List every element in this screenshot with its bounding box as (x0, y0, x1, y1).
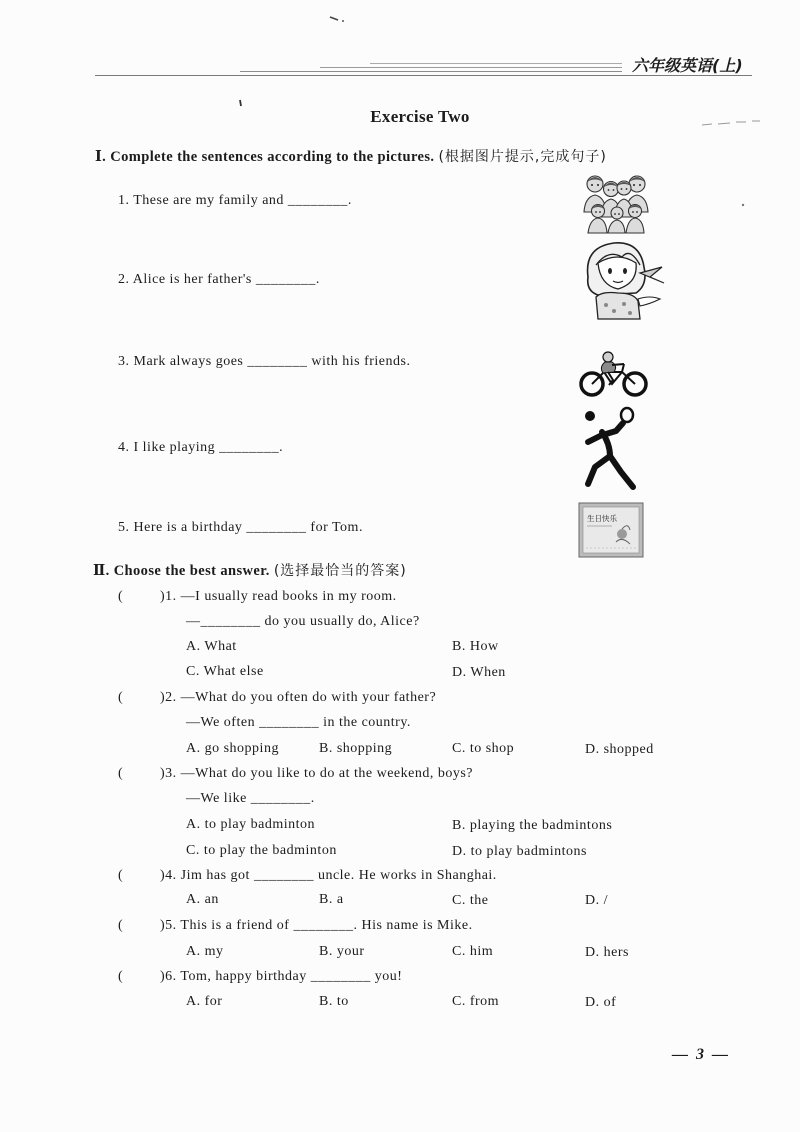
book-title: 六年级英语(上) (632, 56, 743, 75)
answer-bracket: ( (118, 766, 124, 781)
question-number: )3. (160, 766, 177, 781)
section-1-heading (95, 148, 607, 166)
item-number: 5. (118, 520, 130, 535)
question-2 (160, 689, 436, 707)
section-2-heading (93, 562, 407, 580)
question-stem: —What do you like to do at the weekend, boys? (180, 766, 473, 781)
section-numeral: Ⅰ. (95, 149, 107, 165)
option-d: D. hers (585, 945, 629, 960)
question-number: )1. (160, 589, 177, 604)
question-3 (160, 765, 473, 783)
girl-picture-icon (578, 237, 670, 321)
question-reply: —We like ________. (186, 791, 315, 806)
option-b: B. How (452, 639, 499, 654)
question-number: )5. (160, 918, 177, 933)
option-a: A. an (186, 892, 219, 907)
item-number: 2. (118, 272, 130, 287)
option-a: A. What (186, 639, 237, 654)
option-c: C. the (452, 893, 489, 908)
answer-bracket: ( (118, 918, 124, 933)
section-instruction-chinese: (根据图片提示,完成句子) (438, 149, 607, 165)
question-reply: —________ do you usually do, Alice? (186, 614, 420, 629)
question-stem: This is a friend of ________. His name is Mike. (180, 918, 473, 933)
section-instruction-chinese: (选择最恰当的答案) (273, 563, 407, 579)
item-sentence: Alice is her father's ________. (132, 272, 320, 287)
section-instruction: Choose the best answer. (113, 563, 270, 579)
question-stem: Jim has got ________ uncle. He works in Shanghai. (180, 868, 497, 883)
option-a: A. to play badminton (186, 817, 315, 832)
answer-bracket: ( (118, 589, 124, 604)
item-sentence: Mark always goes ________ with his friends. (133, 354, 411, 369)
option-d: D. of (585, 995, 617, 1010)
answer-bracket: ( (118, 690, 124, 705)
question-stem: Tom, happy birthday ________ you! (180, 969, 403, 984)
question-1 (160, 588, 397, 606)
question-stem: —I usually read books in my room. (180, 589, 397, 604)
option-b: B. shopping (319, 741, 393, 756)
option-b: B. playing the badmintons (452, 818, 613, 833)
option-d: D. / (585, 893, 608, 908)
item-number: 4. (118, 440, 130, 455)
page-number: — 3 — (672, 1046, 730, 1063)
item-number: 3. (118, 354, 130, 369)
exercise-item-1 (118, 192, 352, 210)
option-a: A. go shopping (186, 741, 279, 756)
section-instruction: Complete the sentences according to the pictures. (110, 149, 435, 165)
question-number: )6. (160, 969, 177, 984)
question-number: )4. (160, 868, 177, 883)
item-sentence: Here is a birthday ________ for Tom. (133, 520, 363, 535)
badminton-picture-icon (580, 404, 638, 492)
header-rules (0, 0, 800, 90)
exercise-item-5 (118, 519, 363, 537)
exercise-item-2 (118, 271, 320, 289)
option-d: D. shopped (585, 742, 654, 757)
question-6 (160, 968, 402, 986)
option-a: A. my (186, 944, 224, 959)
option-c: C. to shop (452, 741, 515, 756)
answer-bracket: ( (118, 868, 124, 883)
birthday-card-icon (578, 502, 644, 558)
option-c: C. to play the badminton (186, 843, 337, 858)
item-sentence: I like playing ________. (133, 440, 284, 455)
exercise-item-4 (118, 439, 283, 457)
item-number: 1. (118, 193, 130, 208)
item-sentence: These are my family and ________. (133, 193, 352, 208)
question-stem: —What do you often do with your father? (180, 690, 437, 705)
exercise-item-3 (118, 353, 410, 371)
question-5 (160, 917, 473, 935)
option-b: B. your (319, 944, 365, 959)
family-picture-icon (582, 170, 650, 234)
option-b: B. to (319, 994, 349, 1009)
option-d: D. When (452, 665, 506, 680)
option-c: C. What else (186, 664, 264, 679)
option-a: A. for (186, 994, 223, 1009)
section-numeral: Ⅱ. (93, 563, 110, 579)
cycling-picture-icon (578, 350, 650, 398)
answer-bracket: ( (118, 969, 124, 984)
question-4 (160, 867, 497, 885)
question-reply: —We often ________ in the country. (186, 715, 411, 730)
option-b: B. a (319, 892, 344, 907)
option-c: C. him (452, 944, 494, 959)
page-title: Exercise Two (370, 107, 470, 126)
option-d: D. to play badmintons (452, 844, 587, 859)
question-number: )2. (160, 690, 177, 705)
card-greeting-text: 生日快乐 (587, 514, 617, 523)
option-c: C. from (452, 994, 500, 1009)
